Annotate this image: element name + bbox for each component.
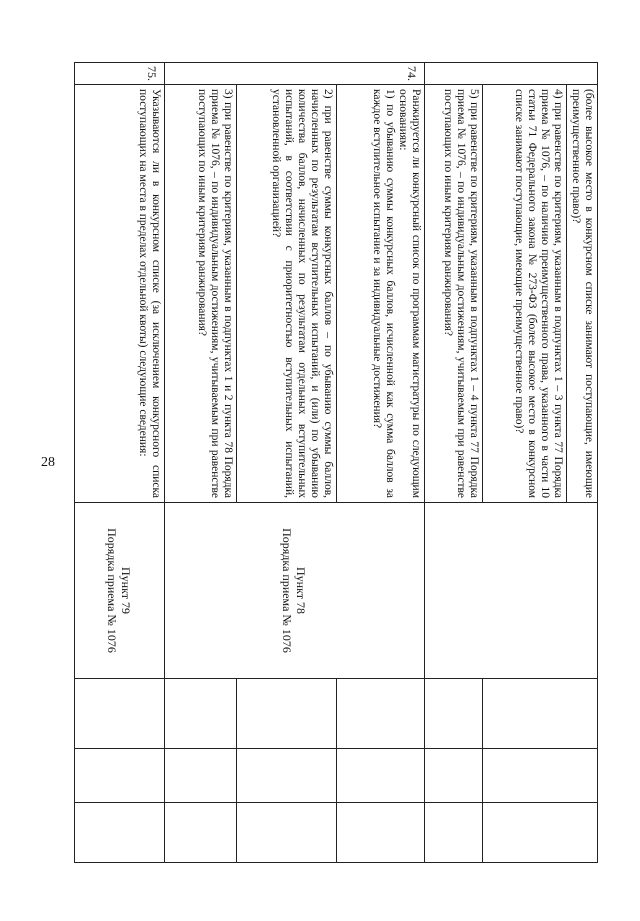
answer-cell-na <box>425 803 483 863</box>
question-text: (более высокое место в конкурсном списке занимают поступающие, имеющие преимущественное право)? <box>570 89 595 498</box>
question-text: 2) при равенстве суммы конкурсных баллов – по убыванию суммы баллов, начисленных по результатам вступительных испытаний, и (или) по убыванию количества баллов, начисленных по результатам отдельных вступительных испытаний, в соответствии с приоритетностью вступительных испытаний, установленной организацией? <box>270 89 334 498</box>
answer-cell-no <box>483 749 598 803</box>
table-row <box>237 63 337 863</box>
question-cell <box>567 85 598 503</box>
question-text: 4) при равенстве по критериям, указанным в подпунктах 1 – 3 пункта 77 Порядка приема № 1076, – по наличию преимущественного права, указанного в части 10 статьи 71 Федерального закона № 273-ФЗ (более высокое место в конкурсном списке занимают поступающие, имеющие преимущественное право)? <box>513 89 564 498</box>
page-number: 28 <box>41 455 55 470</box>
question-cell <box>425 85 483 503</box>
table-row <box>567 63 598 863</box>
row-number-cell <box>425 63 598 85</box>
answer-cell-yes <box>483 679 598 749</box>
reference-point: Пункт 79 <box>119 566 134 614</box>
reference-cell <box>425 503 598 679</box>
question-cell <box>237 85 337 503</box>
checklist-table <box>74 62 598 863</box>
question-cell <box>75 85 165 503</box>
table-row <box>75 63 165 863</box>
question-text: Указываются ли в конкурсном списке (за исключением конкурсного списка поступающих на места в пределах отдельной квоты) следующие сведения: <box>137 89 162 498</box>
answer-cell-na <box>75 803 165 863</box>
question-text: Ранжируется ли конкурсный список по программам магистратуры по следующим основаниям: <box>397 89 422 498</box>
reference-document: Порядка приема № 1076 <box>280 528 295 653</box>
answer-cell-yes <box>165 679 237 749</box>
reference-document: Порядка приема № 1076 <box>105 528 120 653</box>
answer-cell-na <box>337 803 425 863</box>
row-number-cell: 75. <box>75 63 165 85</box>
table-row <box>165 63 237 863</box>
rotated-table-container <box>76 62 598 862</box>
table-row <box>425 63 483 863</box>
question-subtext: 1) по убыванию суммы конкурсных баллов, исчисленной как сумма баллов за каждое вступительное испытание и за индивидуальные достижения? <box>371 89 396 498</box>
question-text: 5) при равенстве по критериям, указанным в подпунктах 1 – 4 пункта 77 Порядка приема № 1076, – по индивидуальным достижениям, учитываемым при равенстве поступающих по иным критериям ранжирования? <box>442 89 480 498</box>
row-number-cell: 74. <box>165 63 425 85</box>
reference-cell <box>165 503 425 679</box>
answer-cell-no <box>237 749 337 803</box>
answer-cell-na <box>483 803 598 863</box>
answer-cell-no <box>425 749 483 803</box>
question-cell <box>165 85 237 503</box>
answer-cell-yes <box>237 679 337 749</box>
question-cell <box>483 85 567 503</box>
question-text: 3) при равенстве по критериям, указанным в подпунктах 1 и 2 пункта 78 Порядка приема № 1076, – по индивидуальным достижениям, учитываемым при равенстве поступающих по иным критериям ранжирования? <box>196 89 234 498</box>
answer-cell-na <box>237 803 337 863</box>
question-cell <box>337 85 425 503</box>
answer-cell-no <box>75 749 165 803</box>
answer-cell-yes <box>75 679 165 749</box>
answer-cell-na <box>165 803 237 863</box>
answer-cell-yes <box>425 679 483 749</box>
reference-point: Пункт 78 <box>294 566 309 614</box>
answer-cell-yes <box>337 679 425 749</box>
reference-cell <box>75 503 165 679</box>
answer-cell-no <box>337 749 425 803</box>
table-row <box>337 63 425 863</box>
answer-cell-no <box>165 749 237 803</box>
